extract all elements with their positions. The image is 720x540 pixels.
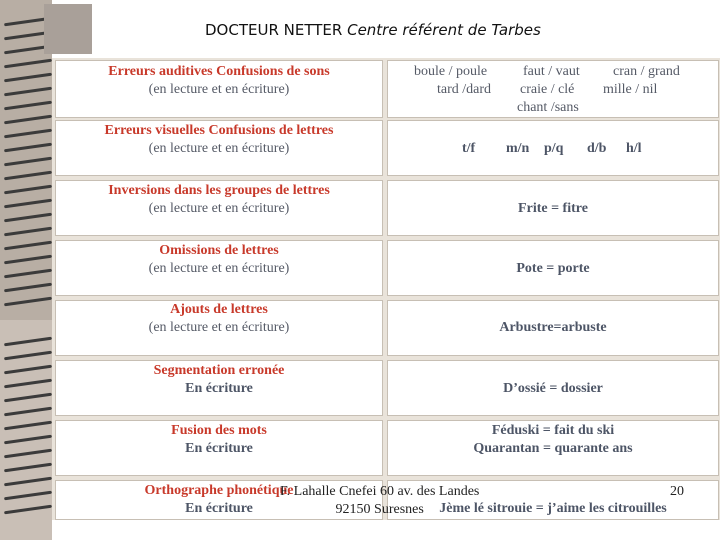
example: Frite = fitre <box>518 201 588 216</box>
ring-icon <box>4 407 52 417</box>
example: Jème lé sitrouie = j’aime les citrouilles <box>439 501 667 516</box>
category-cell <box>55 360 383 416</box>
example: Arbustre=arbuste <box>499 320 607 335</box>
category-label: Ajouts de lettres <box>170 302 268 317</box>
category-sub: En écriture <box>185 381 253 396</box>
example-cell <box>387 180 719 236</box>
example: d/b <box>587 141 607 156</box>
title-author: DOCTEUR NETTER <box>205 21 343 39</box>
example: D’ossié = dossier <box>503 381 603 396</box>
example-cell <box>387 120 719 176</box>
table-row <box>52 240 720 296</box>
category-cell <box>55 240 383 296</box>
example: chant /sans <box>517 100 579 115</box>
example: cran / grand <box>613 64 680 79</box>
example-cell <box>387 300 719 356</box>
example: t/f <box>462 141 476 156</box>
footer-address <box>280 483 479 519</box>
ring-icon <box>4 393 52 403</box>
ring-icon <box>4 435 52 445</box>
example: Pote = porte <box>516 261 590 276</box>
table-row <box>52 60 720 118</box>
page-title <box>205 21 541 39</box>
table-row <box>52 180 720 236</box>
table-row <box>52 300 720 356</box>
category-cell <box>55 180 383 236</box>
header-strip <box>44 4 92 54</box>
footer-line-1: F. Lahalle Cnefei 60 av. des Landes <box>280 484 480 499</box>
example: m/n <box>506 141 530 156</box>
example-cell <box>387 360 719 416</box>
category-cell <box>55 60 383 118</box>
category-sub: En écriture <box>185 441 253 456</box>
category-cell <box>55 120 383 176</box>
example: Quarantan = quarante ans <box>473 441 633 456</box>
category-label: Orthographe phonétique <box>144 483 294 498</box>
example: faut / vaut <box>523 64 580 79</box>
example: h/l <box>626 141 642 156</box>
category-sub: (en lecture et en écriture) <box>148 320 290 335</box>
table-row <box>52 420 720 476</box>
table-row <box>52 360 720 416</box>
example: craie / clé <box>520 82 575 97</box>
ring-icon <box>4 477 52 487</box>
example: p/q <box>544 141 564 156</box>
example: Féduski = fait du ski <box>491 423 615 438</box>
example-cell <box>387 240 719 296</box>
category-sub: (en lecture et en écriture) <box>148 201 290 216</box>
category-sub: (en lecture et en écriture) <box>148 261 290 276</box>
category-label: Fusion des mots <box>171 423 267 438</box>
table-row <box>52 120 720 176</box>
category-sub: (en lecture et en écriture) <box>148 141 290 156</box>
error-types-table <box>52 58 720 520</box>
title-place: Centre référent de Tarbes <box>347 21 541 39</box>
ring-icon <box>4 449 52 459</box>
ring-icon <box>4 365 52 375</box>
ring-icon <box>4 379 52 389</box>
category-cell <box>55 420 383 476</box>
category-sub: En écriture <box>185 501 253 516</box>
page-number: 20 <box>670 484 684 499</box>
category-sub: (en lecture et en écriture) <box>148 82 290 97</box>
ring-icon <box>4 337 52 347</box>
example: mille / nil <box>603 82 658 97</box>
category-cell <box>55 300 383 356</box>
category-label: Segmentation erronée <box>153 363 285 378</box>
spiral-binding <box>0 0 52 540</box>
category-label: Omissions de lettres <box>159 243 279 258</box>
example-cell <box>387 420 719 476</box>
category-label: Erreurs visuelles Confusions de lettres <box>104 123 334 138</box>
category-label: Erreurs auditives Confusions de sons <box>108 64 330 79</box>
ring-icon <box>4 491 52 501</box>
ring-icon <box>4 351 52 361</box>
ring-icon <box>4 505 52 515</box>
example-cell <box>387 60 719 118</box>
example: tard /dard <box>437 82 492 97</box>
footer-line-2: 92150 Suresnes <box>335 502 424 517</box>
ring-icon <box>4 421 52 431</box>
example: boule / poule <box>414 64 488 79</box>
category-label: Inversions dans les groupes de lettres <box>108 183 330 198</box>
ring-icon <box>4 463 52 473</box>
